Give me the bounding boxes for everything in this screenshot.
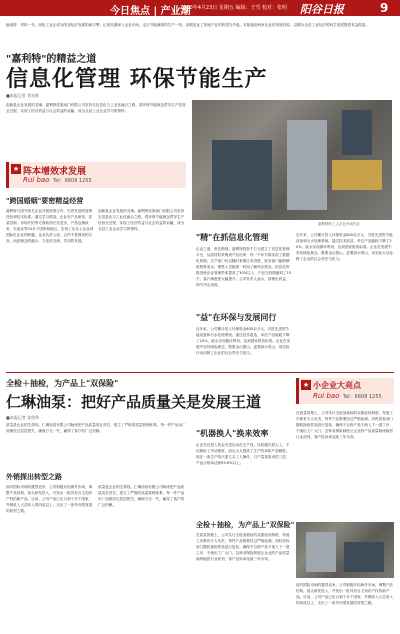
section-title: 今日焦点 | 产业潮 [110, 6, 191, 17]
article2-intro: 质量是企业的生命线。仁琳油泵有限公司始终把产品质量放在首位，建立了严格的质量管理体系，每一件产品出厂前都经过层层把关，确保万无一失，赢得了客户的广泛信赖。 [6, 423, 186, 433]
banner-logo: Rui bao [313, 392, 340, 400]
article2-sec3-text: 在质量管理上，公司实行全检加抽检的双重检验制度，每道工序都有专人负责，每件产品都要经过严格检测。同时质检部门随机抽取样品进行复检，确保不合格产品不流入下一道工序，不流出工厂大门。这种双保险制度让企业的产品质量始终稳居行业前列，客户投诉率连续三年为零。 [196, 533, 290, 561]
article2-intro-col2: 质量是企业的生命线。仁琳油泵有限公司始终把产品质量放在首位，建立了严格的质量管理体系，每一件产品出厂前都经过层层把关，确保万无一失，赢得了客户的广泛信赖。 [98, 485, 185, 507]
photo-caption: 嘉利特的工人正在车间作业 [318, 222, 360, 226]
issue-meta: 2010年4月23日 星期五 编辑：王雪 校对：张明 [180, 5, 288, 11]
article2-headline: 仁琳油泵：把好产品质量关是发展王道 [6, 393, 262, 411]
article1-sec2-text-right: 近年来，公司累计投入环保资金800余万元，引进先进的节能设备和污水处理系统。通过技术改造，单位产品能耗下降了20%，废水实现循环利用，达到国家排放标准。企业在发展中坚持绿色理念，既要金山银山，更要绿水青山，用实际行动诠释了企业的社会责任与担当。 [296, 233, 394, 261]
banner-logo: Rui bao [23, 176, 50, 184]
banner-title: 阵本增效求发展 [23, 167, 87, 177]
article1-sub-text-col1: 嘉利特与国外知名企业开展深度合作，引进先进的管理经验和技术标准。通过学习借鉴，企业在产品研发、质量控制、市场开拓等方面取得长足进步，产品远销欧美、东南亚等20多个国家和地区，实现了从本土企业到国际化企业的跨越。企业负责人说，合作不是简单的买卖，而是理念的融合、文化的交流、共同的发展。 [6, 209, 94, 243]
factory-photo [192, 100, 392, 220]
article1-sec1-text: 企业之道，贵在精细。嘉利特投资千万元建立了信息化管理平台，从原材料采购到产品出库，每一个环节都实现了数据化管理。生产部门可以随时掌握订单进度，财务部门能够精准核算成本，销售人员能第一时间了解库存情况。信息化的推进使企业管理效率提高了30%以上，产品交货期缩短了15天，客户满意度大幅提升。公司负责人表示，管理出效益，细节决定成败。 [196, 247, 292, 287]
article2-sec3-title: 全检＋抽检，为产品上"双保险" [196, 521, 295, 529]
article1-subtitle: "跨国婚姻"要密精益经营 [6, 197, 84, 205]
article1-sec2-title: "益"在环保与发展同行 [196, 313, 277, 322]
article2-sec3-text-right: 在质量管理上，公司实行全检加抽检的双重检验制度，每道工序都有专人负责，每件产品都要经过严格检测。同时质检部门随机抽取样品进行复检，确保不合格产品不流入下一道工序，不流出工厂大门。这种双保险制度让企业的产品质量始终稳居行业前列，客户投诉率连续三年为零。 [296, 411, 394, 439]
article2-kicker: 全检＋抽检，为产品上"双保险" [6, 379, 119, 388]
article1-headline: 信息化管理 环保节能生产 [6, 67, 268, 92]
article2-sec1-text: 面对国际市场的激烈竞争，公司积极开拓海外市场，调整产品结构，加大研发投入，开发出一批具有自主知识产权的新产品。目前，公司产品已出口到十多个国家，外销收入占总收入的四成以上，走出了一条外向型发展的转型之路。 [6, 485, 93, 513]
article2-sec2-text: 企业先后投入资金引进自动化生产线，以机器代替人工，不仅降低了劳动强度，而且大大提高了生产效率和产品精度。现在一条生产线只需几名工人操作，日产量是原来的三倍，产品合格率达到99.8%以上。 [196, 443, 290, 465]
article1-intro: 创新是企业发展的灵魂。嘉利特荏原阀门有限公司坚持走信息化与工业化融合之路，将环保节能理念贯穿生产经营全过程，实现了经济效益与社会效益的双赢，成为全县工业企业学习的榜样。 [6, 103, 186, 113]
article2-sec2-title: "机器换人"换来效率 [196, 429, 269, 438]
article2-sec1-text-right: 面对国际市场的激烈竞争，公司积极开拓海外市场，调整产品结构，加大研发投入，开发出一批具有自主知识产权的新产品。目前，公司产品已出口到十多个国家，外销收入占总收入的四成以上，走出了一条外向型发展的转型之路。 [296, 583, 394, 605]
feature-banner [6, 162, 186, 188]
banner-phone: Tel：6608 1255 [343, 394, 382, 400]
production-photo [296, 522, 394, 578]
article1-intro-col2: 创新是企业发展的灵魂。嘉利特荏原阀门有限公司坚持走信息化与工业化融合之路，将环保节能理念贯穿生产经营全过程，实现了经济效益与社会效益的双赢，成为全县工业企业学习的榜样。 [98, 209, 185, 231]
star-icon: ★ [12, 165, 20, 173]
article1-byline: ■本报记者 刘光辉 [6, 93, 40, 98]
star-icon: ★ [302, 381, 310, 389]
feature-banner-2 [296, 378, 394, 404]
section-divider [6, 372, 394, 373]
article1-sec1-title: "精"在抓信息化管理 [196, 233, 269, 242]
banner-title: 小企业大亮点 [313, 381, 361, 390]
newspaper-logo: 阳谷日报 [300, 3, 344, 16]
article2-sec1-title: 外销探出转型之路 [6, 473, 62, 481]
article2-byline: ■本报记者 张明华 [6, 415, 40, 420]
editor-note: 编者按：材料一号。绿色工业正成为阳谷经济发展的新引擎。记者近期深入企业车间，走访节能减排的生产一线，亲眼见证了传统产业的转型与升级。本版选取两家企业的发展经验，以期为全县工业经济的科学发展提供有益借鉴。 [6, 23, 369, 27]
page-number: 9 [380, 1, 389, 15]
article1-kicker: "嘉利特"的精益之道 [6, 54, 97, 65]
banner-phone: Tel：6608 1255 [53, 178, 92, 184]
article1-sec2-text: 近年来，公司累计投入环保资金800余万元，引进先进的节能设备和污水处理系统。通过技术改造，单位产品能耗下降了20%，废水实现循环利用，达到国家排放标准。企业在发展中坚持绿色理念，既要金山银山，更要绿水青山，用实际行动诠释了企业的社会责任与担当。 [196, 327, 291, 355]
